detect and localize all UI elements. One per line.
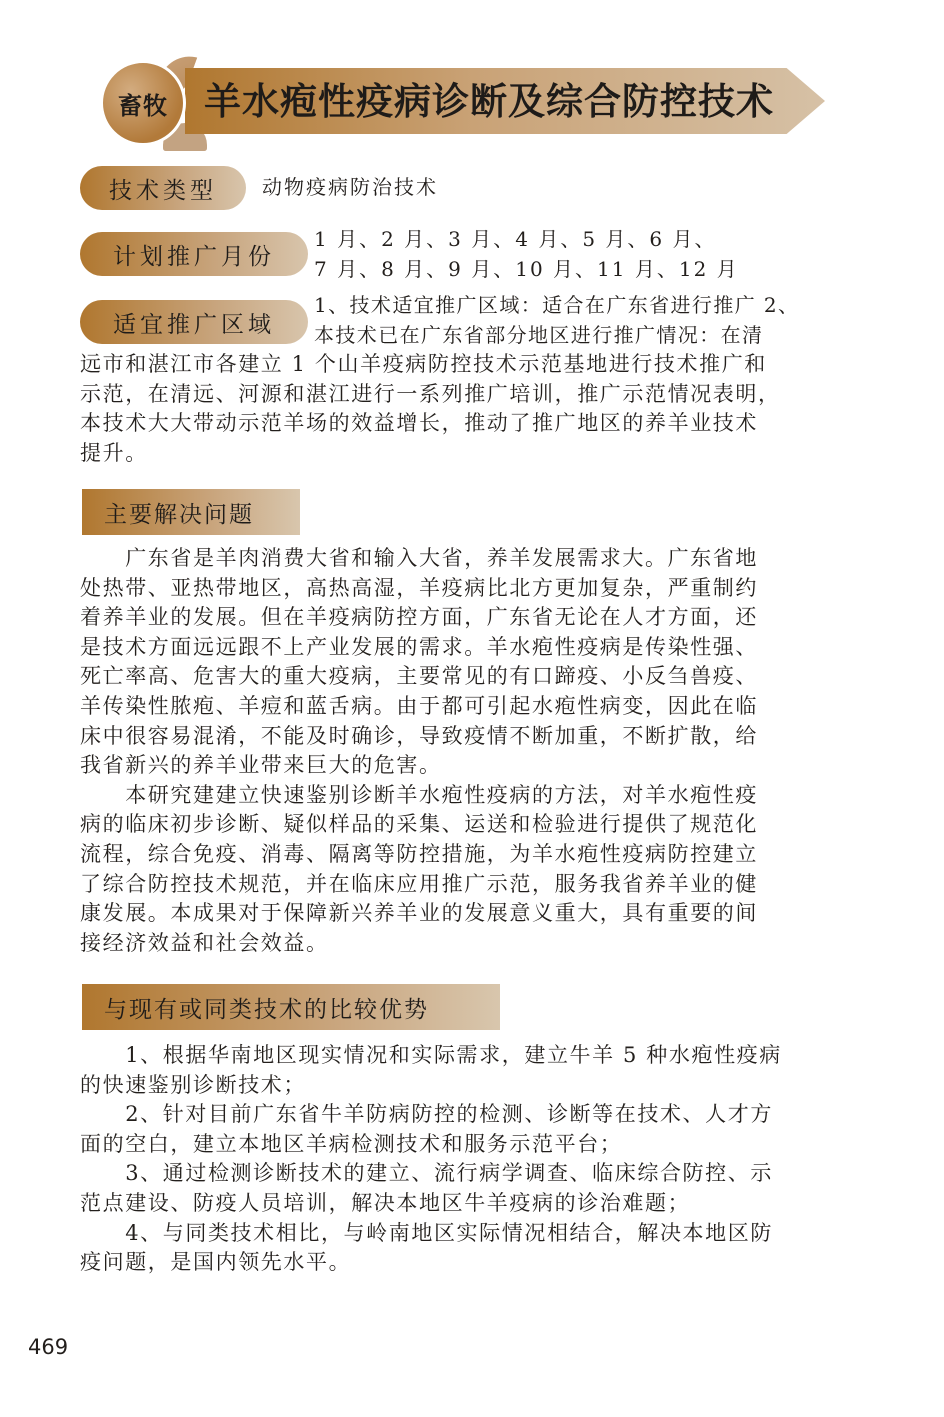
page-number: 469 <box>28 1335 69 1359</box>
region-line-5: 本技术大大带动示范羊场的效益增长，推动了推广地区的养羊业技术 <box>80 411 758 436</box>
region-line-2: 本技术已在广东省部分地区进行推广情况：在清 <box>314 323 764 347</box>
region-value-body <box>80 350 850 468</box>
text-line: 3、通过检测诊断技术的建立、流行病学调查、临床综合防控、示 <box>80 1161 773 1186</box>
months-line-2: 7 月、8 月、9 月、10 月、11 月、12 月 <box>314 257 739 281</box>
text-line: 我省新兴的养羊业带来巨大的危害。 <box>80 753 442 778</box>
text-line: 了综合防控技术规范，并在临床应用推广示范，服务我省养羊业的健 <box>80 871 758 896</box>
section-heading-problems: 主要解决问题 <box>82 489 300 535</box>
page-title: 羊水疱性疫病诊断及综合防控技术 <box>204 80 774 123</box>
title-banner <box>90 48 850 158</box>
region-label: 适宜推广区域 <box>80 300 308 344</box>
text-line: 死亡率高、危害大的重大疫病，主要常见的有口蹄疫、小反刍兽疫、 <box>80 664 758 689</box>
text-line: 处热带、亚热带地区，高热高湿，羊疫病比北方更加复杂，严重制约 <box>80 575 758 600</box>
text-line: 床中很容易混淆，不能及时确诊，导致疫情不断加重，不断扩散，给 <box>80 723 758 748</box>
text-line: 康发展。本成果对于保障新兴养羊业的发展意义重大，具有重要的间 <box>80 901 758 926</box>
region-line-1: 1、技术适宜推广区域：适合在广东省进行推广 2、 <box>314 293 800 317</box>
text-line: 接经济效益和社会效益。 <box>80 930 329 955</box>
region-line-6: 提升。 <box>80 440 148 465</box>
text-line: 2、针对目前广东省牛羊防病防控的检测、诊断等在技术、人才方 <box>80 1102 773 1127</box>
text-line: 疫问题，是国内领先水平。 <box>80 1250 352 1275</box>
text-line: 羊传染性脓疱、羊痘和蓝舌病。由于都可引起水疱性病变，因此在临 <box>80 693 758 718</box>
text-line: 面的空白，建立本地区羊病检测技术和服务示范平台； <box>80 1131 623 1156</box>
section-body-problems <box>80 544 850 958</box>
tech-type-label: 技术类型 <box>80 166 246 210</box>
region-value-top <box>314 290 799 350</box>
months-label: 计划推广月份 <box>80 232 308 276</box>
text-line: 的快速鉴别诊断技术； <box>80 1072 306 1097</box>
section-body-advantages <box>80 1041 850 1278</box>
tech-type-value: 动物疫病防治技术 <box>262 175 438 199</box>
text-line: 本研究建建立快速鉴别诊断羊水疱性疫病的方法，对羊水疱性疫 <box>80 782 758 807</box>
region-line-4: 示范，在清远、河源和湛江进行一系列推广培训，推广示范情况表明， <box>80 381 781 406</box>
months-line-1: 1 月、2 月、3 月、4 月、5 月、6 月、 <box>314 227 717 251</box>
text-line: 流程，综合免疫、消毒、隔离等防控措施，为羊水疱性疫病防控建立 <box>80 841 758 866</box>
text-line: 是技术方面远远跟不上产业发展的需求。羊水疱性疫病是传染性强、 <box>80 634 758 659</box>
section-heading-advantages: 与现有或同类技术的比较优势 <box>82 984 500 1030</box>
region-line-3: 远市和湛江市各建立 1 个山羊疫病防控技术示范基地进行技术推广和 <box>80 352 767 376</box>
text-line: 病的临床初步诊断、疑似样品的采集、运送和检验进行提供了规范化 <box>80 812 758 837</box>
text-line: 广东省是羊肉消费大省和输入大省，养羊发展需求大。广东省地 <box>80 546 758 570</box>
text-line: 4、与同类技术相比，与岭南地区实际情况相结合，解决本地区防 <box>80 1220 773 1245</box>
text-line: 着养羊业的发展。但在羊疫病防控方面，广东省无论在人才方面，还 <box>80 605 758 630</box>
text-line: 范点建设、防疫人员培训，解决本地区牛羊疫病的诊治难题； <box>80 1190 691 1215</box>
text-line: 1、根据华南地区现实情况和实际需求，建立牛羊 5 种水疱性疫病 <box>80 1043 782 1067</box>
category-label: 畜牧 <box>118 91 168 120</box>
category-emblem <box>100 60 186 146</box>
months-value <box>314 224 739 284</box>
